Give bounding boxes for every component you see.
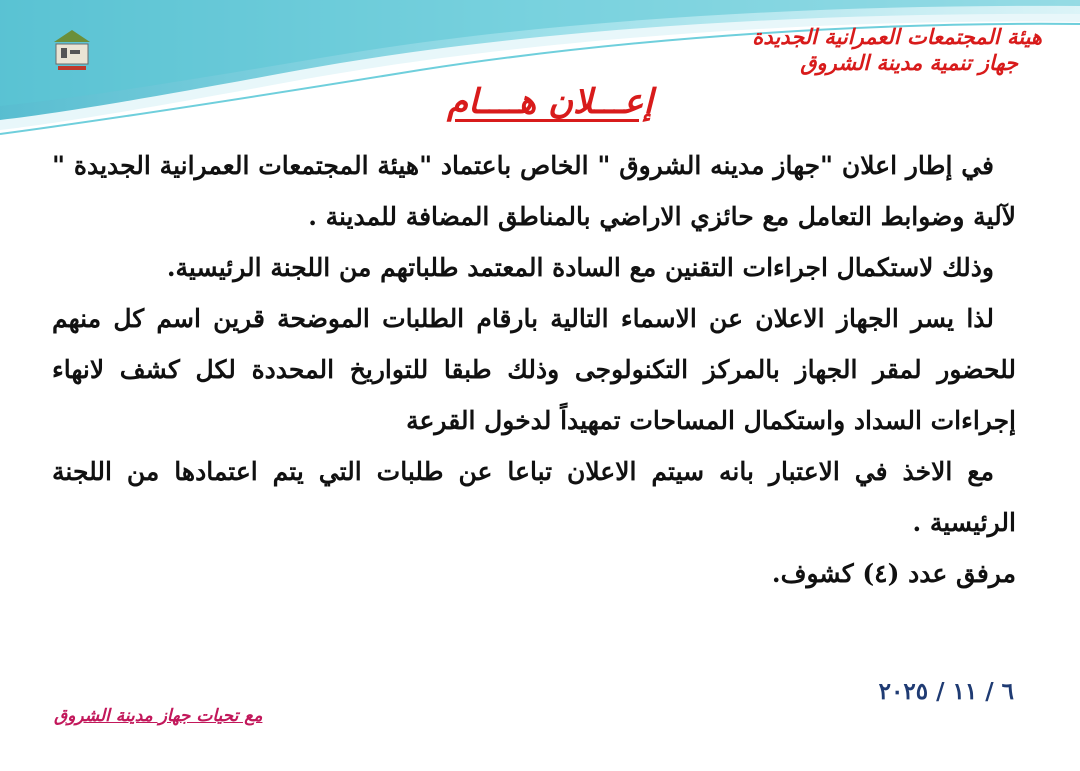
announcement-date: ٦ / ١١ / ٢٠٢٥ bbox=[878, 678, 1014, 705]
paragraph-1: في إطار اعلان "جهاز مدينه الشروق " الخاص باعتماد "هيئة المجتمعات العمرانية الجديدة " لآلية وضوابط التعامل مع حائزي الاراضي بالمناطق المضافة للمدينة . bbox=[52, 151, 1016, 231]
paragraph-4: مع الاخذ في الاعتبار بانه سيتم الاعلان تباعا عن طلبات التي يتم اعتمادها من اللجنة الرئيسية . bbox=[52, 457, 1016, 537]
announcement-title: إعـــلان هــــام bbox=[447, 82, 653, 122]
paragraph-5: مرفق عدد (٤) كشوف. bbox=[771, 559, 1016, 588]
paragraph-2: وذلك لاستكمال اجراءات التقنين مع السادة المعتمد طلباتهم من اللجنة الرئيسية. bbox=[166, 253, 994, 282]
announcement-body bbox=[52, 140, 1016, 599]
organization-name bbox=[752, 24, 1042, 76]
org-line2: جهاز تنمية مدينة الشروق bbox=[800, 51, 1018, 75]
paragraph-3: لذا يسر الجهاز الاعلان عن الاسماء التالية بارقام الطلبات الموضحة قرين اسم كل منهم للحضور لمقر الجهاز بالمركز التكنولوجى وذلك طبقا للتواريخ المحددة لكل كشف لانهاء إجراءات السداد واستكمال المساحات تمهيداً لدخول القرعة bbox=[52, 304, 1016, 435]
city-authority-logo-icon bbox=[52, 28, 92, 74]
signature: مع تحيات جهاز مدينة الشروق bbox=[54, 706, 263, 726]
org-line1: هيئة المجتمعات العمرانية الجديدة bbox=[752, 25, 1042, 49]
